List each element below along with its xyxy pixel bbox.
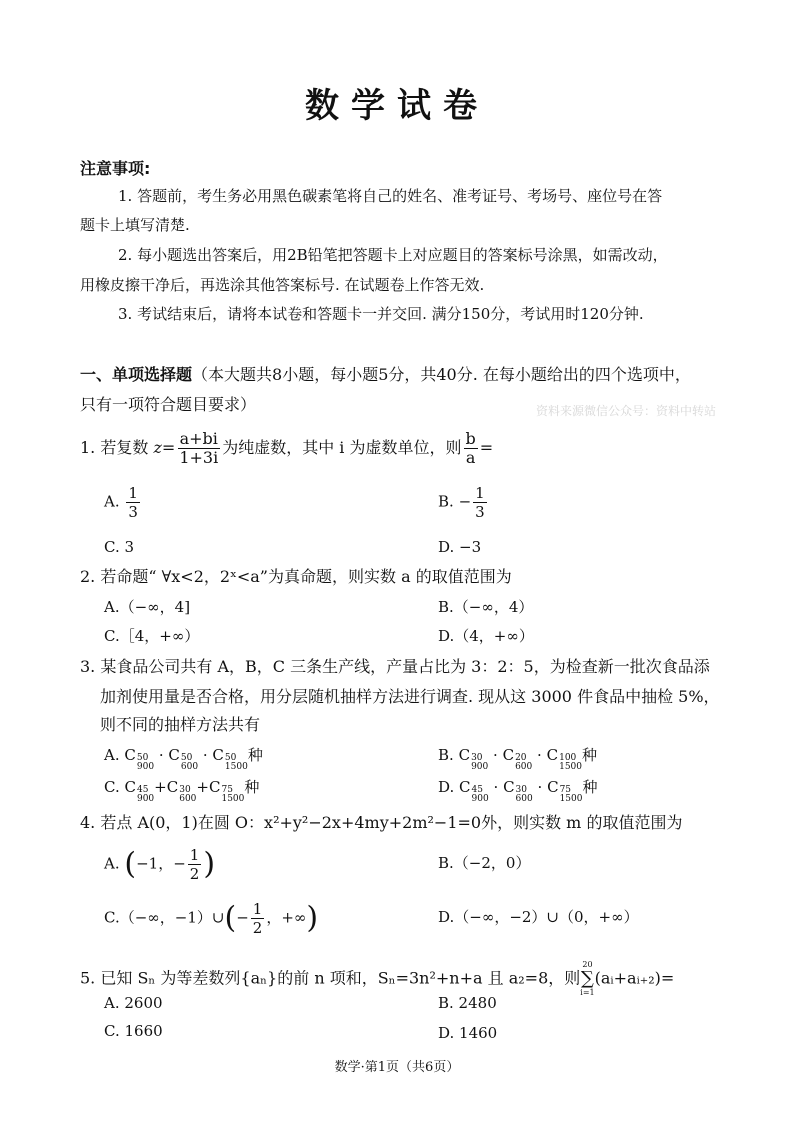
combo-bot: 900: [136, 762, 155, 772]
notice-line: 3. 考试结束后，请将本试卷和答题卡一并交回. 满分150分，考试用时120分钟.: [118, 305, 644, 323]
question-number: 5.: [80, 968, 96, 988]
combo-top: 75: [559, 785, 572, 795]
watermark: 资料来源微信公众号：资料中转站: [536, 404, 717, 418]
question-5: [80, 960, 674, 998]
sigma-symbol: [580, 960, 594, 998]
combo-c: C: [502, 746, 515, 764]
frac-den: 1+3i: [179, 448, 219, 467]
option-fraction: [473, 484, 487, 521]
notice-line: 题卡上填写清楚.: [80, 216, 190, 234]
q4-option-c: [104, 900, 318, 937]
option-label: A.: [104, 854, 120, 873]
section-desc-2: 只有一项符合题目要求）: [80, 395, 257, 414]
frac-num: 1: [128, 484, 138, 502]
q2-option-a: A.（−∞，4]: [104, 598, 191, 616]
frac-den: 3: [475, 503, 485, 521]
sigma-bottom: i=1: [580, 988, 595, 997]
option-text: −1，−: [136, 854, 186, 873]
combo-top: 100: [559, 753, 577, 763]
q3-option-a: [104, 744, 263, 772]
combo-sep: ·: [493, 746, 498, 764]
combination: [547, 744, 582, 772]
open-paren: (: [224, 900, 237, 936]
q4-option-d: D.（−∞，−2）∪（0，+∞）: [438, 908, 639, 926]
option-tail: 种: [247, 746, 263, 764]
page-title: 数学试卷: [305, 86, 489, 126]
q2-text: 若命题“ ∀x<2，2ˣ<a”为真命题，则实数 a 的取值范围为: [100, 567, 512, 586]
combination: [459, 744, 489, 772]
combo-sep: +: [154, 778, 167, 796]
q1-var: z=: [153, 438, 176, 457]
combo-top: 20: [515, 753, 527, 763]
option-fraction: [251, 900, 265, 937]
option-text-right: ，+∞: [266, 908, 307, 927]
q5-text-tail: (aᵢ+aᵢ₊₂)=: [594, 968, 675, 988]
q2-option-c: C.［4，+∞）: [104, 627, 200, 645]
q3-option-c: [104, 776, 259, 804]
question-2: [80, 566, 512, 588]
frac-den: 2: [189, 865, 200, 883]
combination: [125, 776, 155, 804]
sigma-top: 20: [582, 960, 593, 969]
combo-sep: ·: [537, 746, 542, 764]
q1-text-mid: 为纯虚数，其中 i 为虚数单位，则: [222, 438, 462, 457]
frac-num: b: [465, 429, 476, 448]
q3-text-2: 加剂使用量是否合格，用分层随机抽样方法进行调查. 现从这 3000 件食品中抽检 5%，: [100, 687, 720, 706]
combo-c: C: [124, 778, 136, 796]
combo-c: C: [547, 778, 559, 796]
section-title: 一、单项选择题: [80, 365, 193, 384]
combo-top: 75: [221, 785, 233, 795]
combo-c: C: [209, 778, 221, 796]
q1-text-end: =: [479, 438, 494, 457]
combo-top: 30: [515, 785, 527, 795]
close-paren: ): [203, 846, 216, 882]
option-tail: 种: [582, 746, 598, 764]
combo-top: 30: [179, 785, 191, 795]
combo-top: 50: [224, 753, 237, 763]
notice-line: 用橡皮擦干净后，再选涂其他答案标号. 在试题卷上作答无效.: [80, 276, 485, 294]
frac-den: 3: [128, 503, 138, 521]
q1-fraction: [177, 430, 220, 467]
combination: [503, 744, 533, 772]
option-label: A.: [104, 746, 120, 764]
option-sign: −: [458, 492, 472, 511]
q2-option-d: D.（4，+∞）: [438, 627, 534, 645]
combo-top: 50: [136, 753, 149, 763]
option-fraction: [126, 484, 140, 521]
combo-bot: 600: [179, 794, 197, 804]
combo-c: C: [212, 746, 224, 764]
q5-option-d: D. 1460: [438, 1024, 498, 1042]
sigma-sign: ∑: [581, 968, 594, 989]
combination: [167, 776, 197, 804]
option-label: B.: [438, 492, 454, 511]
section-desc: （本大题共8小题，每小题5分，共40分. 在每小题给出的四个选项中，: [192, 365, 691, 384]
q3-text-3: 则不同的抽样方法共有: [100, 715, 261, 734]
q5-option-b: B. 2480: [438, 994, 497, 1012]
combo-c: C: [168, 746, 180, 764]
combo-bot: 600: [180, 762, 199, 772]
combo-top: 50: [180, 753, 193, 763]
q3-text: 某食品公司共有 A，B，C 三条生产线，产量占比为 3：2：5，为检查新一批次食品添: [100, 657, 710, 676]
option-label: B.: [438, 746, 454, 764]
combination: [503, 776, 533, 804]
q4-text: 若点 A(0，1)在圆 O：x²+y²−2x+4my+2m²−1=0外，则实数 m 的取值范围为: [100, 813, 683, 832]
option-tail: 种: [582, 778, 598, 796]
frac-num: a+bi: [179, 429, 218, 448]
combo-bot: 900: [471, 794, 489, 804]
combo-sep: ·: [493, 778, 499, 796]
q1-option-c: C. 3: [104, 538, 135, 556]
question-1: [80, 430, 493, 467]
question-3: [80, 656, 710, 678]
combo-bot: 900: [136, 794, 155, 804]
combo-c: C: [458, 746, 471, 764]
combo-c: C: [124, 746, 136, 764]
q2-option-b: B.（−∞，4）: [438, 598, 534, 616]
combo-sep: +: [196, 778, 209, 796]
combination: [209, 776, 244, 804]
combo-bot: 1500: [224, 762, 248, 772]
combination: [459, 776, 489, 804]
q1-option-b: [438, 484, 489, 521]
q1-option-d: D. −3: [438, 538, 482, 556]
combo-sep: ·: [158, 746, 164, 764]
q3-option-b: [438, 744, 597, 772]
question-4: [80, 812, 682, 834]
combo-top: 45: [136, 785, 149, 795]
q5-text: 已知 Sₙ 为等差数列{aₙ}的前 n 项和，Sₙ=3n²+n+a 且 a₂=8，则: [100, 968, 581, 988]
frac-num: 1: [189, 846, 200, 864]
q1-text: 若复数: [100, 438, 149, 457]
q1-ratio: [464, 430, 478, 467]
combo-bot: 600: [515, 762, 533, 772]
option-label: A.: [104, 492, 120, 511]
question-number: 4.: [80, 813, 96, 832]
option-label: C.: [104, 778, 120, 796]
frac-den: 2: [252, 919, 263, 937]
q5-option-c: C. 1660: [104, 1022, 163, 1040]
combo-bot: 600: [515, 794, 533, 804]
q4-option-a: [104, 846, 215, 883]
frac-num: 1: [475, 484, 485, 502]
combo-c: C: [459, 778, 471, 796]
combo-bot: 900: [471, 762, 489, 772]
combination: [547, 776, 582, 804]
option-text: C.（−∞，−1）∪: [104, 908, 225, 927]
q5-option-a: A. 2600: [104, 994, 163, 1012]
section-heading: [80, 364, 691, 386]
combo-top: 45: [471, 785, 483, 795]
frac-den: a: [465, 448, 476, 467]
combo-c: C: [503, 778, 515, 796]
combination: [168, 744, 198, 772]
combo-c: C: [546, 746, 559, 764]
option-sign: −: [236, 908, 249, 927]
combo-bot: 1500: [559, 762, 582, 772]
option-label: D.: [438, 778, 455, 796]
combo-sep: ·: [202, 746, 208, 764]
combination: [212, 744, 247, 772]
page-footer: 数学·第1页（共6页）: [334, 1060, 460, 1075]
q3-option-d: [438, 776, 597, 804]
q4-option-b: B.（−2，0）: [438, 854, 531, 872]
q1-option-a: [104, 484, 142, 521]
notice-heading: 注意事项:: [80, 159, 151, 178]
close-paren: ): [306, 900, 319, 936]
option-tail: 种: [244, 778, 260, 796]
option-fraction: [188, 846, 202, 883]
question-number: 3.: [80, 657, 96, 676]
notice-line: 2. 每小题选出答案后，用2B铅笔把答题卡上对应题目的答案标号涂黑，如需改动，: [118, 246, 668, 264]
open-paren: (: [124, 846, 137, 882]
frac-num: 1: [252, 900, 263, 918]
combo-bot: 1500: [221, 794, 245, 804]
question-number: 1.: [80, 438, 96, 457]
question-number: 2.: [80, 567, 96, 586]
combo-top: 30: [471, 753, 483, 763]
combo-bot: 1500: [559, 794, 583, 804]
combo-c: C: [166, 778, 179, 796]
combination: [124, 744, 154, 772]
notice-line: 1. 答题前，考生务必用黑色碳素笔将自己的姓名、准考证号、考场号、座位号在答: [118, 187, 663, 205]
combo-sep: ·: [537, 778, 543, 796]
